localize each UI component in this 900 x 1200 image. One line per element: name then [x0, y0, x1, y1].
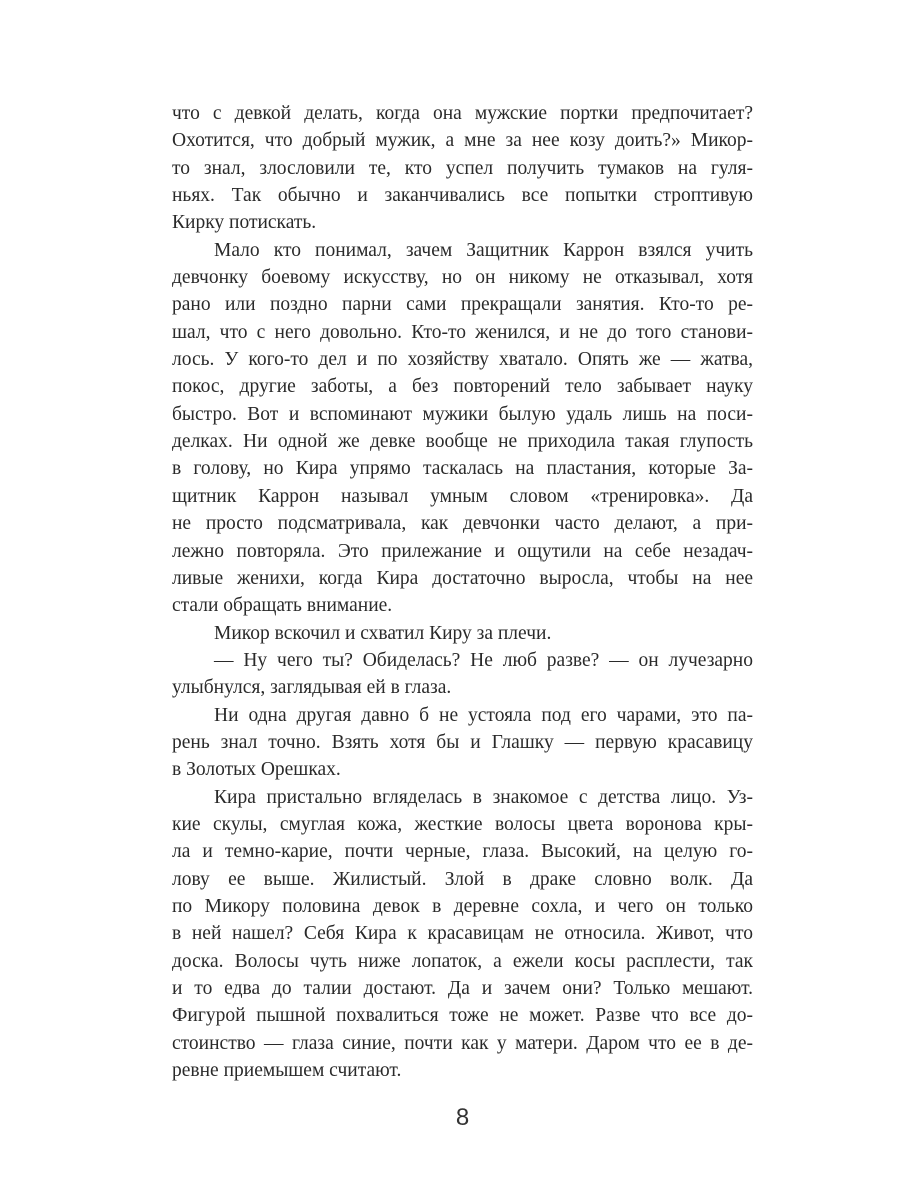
text-line: Ни одна другая давно б не устояла под его чарами, это па-: [214, 704, 753, 726]
paragraph: [172, 620, 753, 647]
text-line: стали обращать внимание.: [172, 595, 393, 617]
text-line: Кира пристально вгляделась в знакомое с детства лицо. Уз-: [214, 786, 753, 808]
text-line: шал, что с него довольно. Кто-то женился, и не до того станови-: [172, 321, 753, 343]
text-line: лову ее выше. Жилистый. Злой в драке словно волк. Да: [172, 868, 753, 890]
text-line: по Микору половина девок в деревне сохла, и чего он только: [172, 895, 753, 917]
text-line: ньях. Так обычно и заканчивались все попытки строптивую: [172, 185, 753, 207]
text-line: то знал, злословили те, кто успел получить тумаков на гуля-: [172, 157, 753, 179]
text-line: рень знал точно. Взять хотя бы и Глашку — первую красавицу: [172, 731, 753, 753]
text-line: не просто подсматривала, как девчонки часто делают, а при-: [172, 513, 753, 535]
text-line: Кирку потискать.: [172, 212, 317, 234]
text-line: Мало кто понимал, зачем Защитник Каррон взялся учить: [214, 239, 753, 261]
text-line: — Ну чего ты? Обиделась? Не люб разве? — он лучезарно: [214, 649, 753, 671]
paragraph: [172, 702, 753, 784]
text-line: в голову, но Кира упрямо таскалась на пластания, которые За-: [172, 458, 753, 480]
text-line: Микор вскочил и схватил Киру за плечи.: [214, 622, 552, 644]
paragraph: [172, 784, 753, 1085]
text-line: лежно повторяла. Это прилежание и ощутили на себе незадач-: [172, 540, 753, 562]
text-line: делках. Ни одной же девке вообще не приходила такая глупость: [172, 431, 753, 453]
text-line: быстро. Вот и вспоминают мужики былую удаль лишь на поси-: [172, 403, 753, 425]
text-line: ливые женихи, когда Кира достаточно выросла, чтобы на нее: [172, 567, 753, 589]
text-line: доска. Волосы чуть ниже лопаток, а ежели косы расплести, так: [172, 950, 753, 972]
page-number: 8: [455, 1104, 470, 1131]
text-line: и то едва до талии достают. Да и зачем они? Только мешают.: [172, 978, 753, 999]
text-line: Фигурой пышной похвалиться тоже не может. Разве что все до-: [172, 1005, 753, 1027]
text-line: ревне приемышем считают.: [172, 1060, 402, 1082]
text-line: девчонку боевому искусству, но он никому не отказывал, хотя: [172, 267, 753, 289]
page-body-text: [172, 100, 753, 1084]
text-line: в Золотых Орешках.: [172, 759, 341, 781]
text-line: стоинство — глаза синие, почти как у матери. Даром что ее в де-: [172, 1032, 753, 1054]
text-line: что с девкой делать, когда она мужские портки предпочитает?: [172, 103, 753, 124]
text-line: рано или поздно парни сами прекращали занятия. Кто-то ре-: [172, 294, 753, 316]
paragraph: [172, 237, 753, 620]
paragraph: [172, 100, 753, 237]
text-line: лось. У кого-то дел и по хозяйству хватало. Опять же — жатва,: [172, 349, 753, 371]
text-line: щитник Каррон называл умным словом «тренировка». Да: [172, 485, 753, 507]
text-line: улыбнулся, заглядывая ей в глаза.: [172, 677, 452, 699]
text-line: кие скулы, смуглая кожа, жесткие волосы цвета воронова кры-: [172, 813, 753, 835]
text-line: в ней нашел? Себя Кира к красавицам не относила. Живот, что: [172, 923, 753, 945]
paragraph: [172, 647, 753, 702]
text-line: ла и темно-карие, почти черные, глаза. Высокий, на целую го-: [172, 841, 753, 863]
text-line: покос, другие заботы, а без повторений тело забывает науку: [172, 376, 753, 398]
text-line: Охотится, что добрый мужик, а мне за нее козу доить?» Микор-: [172, 130, 753, 152]
